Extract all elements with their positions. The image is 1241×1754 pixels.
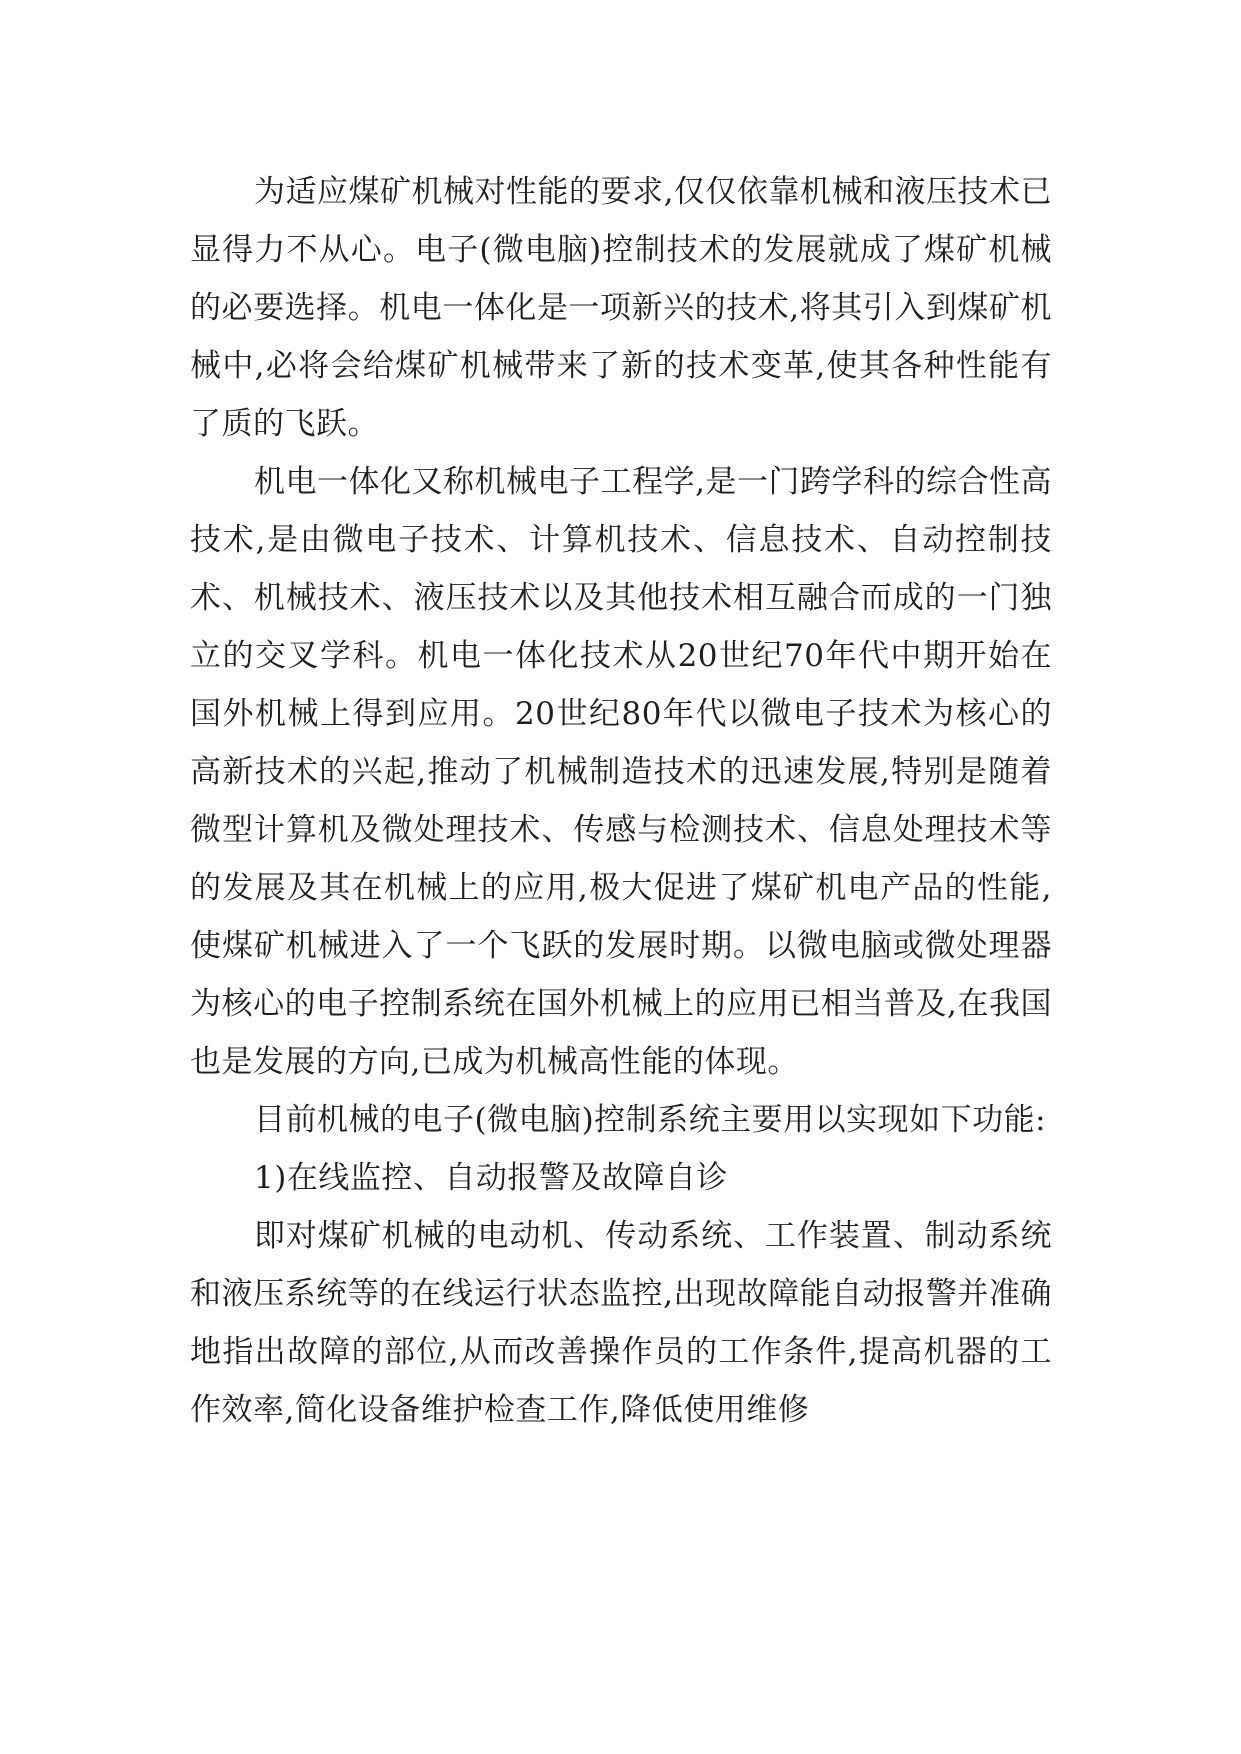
paragraph: 机电一体化又称机械电子工程学,是一门跨学科的综合性高技术,是由微电子技术、计算机技术、信息技术、自动控制技术、机械技术、液压技术以及其他技术相互融合而成的一门独立的交叉学科。机电一体化技术从20世纪70年代中期开始在国外机械上得到应用。20世纪80年代以微电子技术为核心的高新技术的兴起,推动了机械制造技术的迅速发展,特别是随着微型计算机及微处理技术、传感与检测技术、信息处理技术等的发展及其在机械上的应用,极大促进了煤矿机电产品的性能,使煤矿机械进入了一个飞跃的发展时期。以微电脑或微处理器为核心的电子控制系统在国外机械上的应用已相当普及,在我国也是发展的方向,已成为机械高性能的体现。	[190, 464, 1052, 1080]
document-body	[190, 163, 1052, 1439]
paragraph: 即对煤矿机械的电动机、传动系统、工作装置、制动系统和液压系统等的在线运行状态监控,出现故障能自动报警并准确地指出故障的部位,从而改善操作员的工作条件,提高机器的工作效率,简化设备维护检查工作,降低使用维修	[190, 1218, 1052, 1428]
list-item-heading: 1)在线监控、自动报警及故障自诊	[254, 1160, 728, 1196]
paragraph: 为适应煤矿机械对性能的要求,仅仅依靠机械和液压技术已显得力不从心。电子(微电脑)控制技术的发展就成了煤矿机械的必要选择。机电一体化是一项新兴的技术,将其引入到煤矿机械中,必将会给煤矿机械带来了新的技术变革,使其各种性能有了质的飞跃。	[190, 174, 1052, 442]
paragraph: 目前机械的电子(微电脑)控制系统主要用以实现如下功能:	[254, 1102, 1047, 1138]
